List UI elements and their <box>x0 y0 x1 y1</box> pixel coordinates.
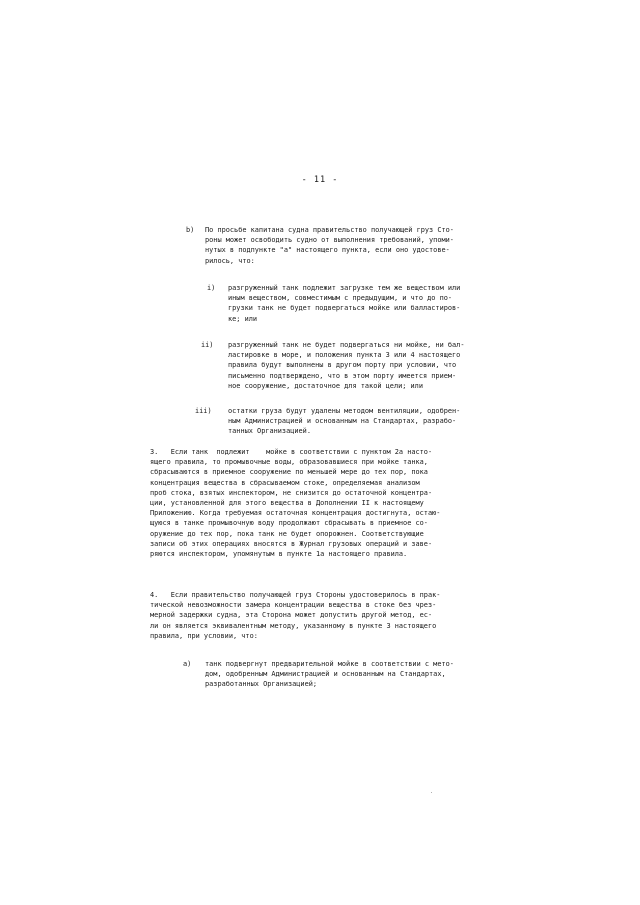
text-line: сбрасываются в приемное сооружение по меньшей мере до тех пор, пока <box>150 468 428 477</box>
text-line: танных Организацией. <box>228 427 311 436</box>
text-line: танк подвергнут предварительной мойке в соответствии с мето- <box>205 660 454 668</box>
sub-iii-text <box>228 406 460 437</box>
page-number: - 11 - <box>301 175 339 185</box>
text-line: ластировке в море, и положения пункта 3 или 4 настоящего <box>228 351 461 360</box>
text-line: 4. Если правительство получающей груз Стороны удостоверилось в прак- <box>150 591 441 599</box>
paragraph-4 <box>150 590 440 641</box>
text-line: мерной задержки судна, эта Сторона может допустить другой метод, ес- <box>150 611 433 620</box>
sub-i-text <box>228 283 460 324</box>
text-line: грузки танк не будет подвергаться мойке или балластиров- <box>228 304 461 313</box>
text-line: По просьбе капитана судна правительство получающей груз Сто- <box>205 226 454 234</box>
sub-ii-text <box>228 340 464 391</box>
text-line: проб стока, взятых инспектором, не снизится до остаточной концентра- <box>150 488 433 497</box>
text-line: тической невозможности замера концентрации вещества в стоке без чрез- <box>150 601 437 610</box>
text-line: оружение до тех пор, пока танк не будет опорожнен. Соответствующие <box>150 529 424 538</box>
text-line: Приложению. Когда требуемая остаточная концентрация достигнута, остаю- <box>150 509 441 518</box>
item-b-text <box>205 225 454 266</box>
text-line: правила будут выполнены в другом порту при условии, что <box>228 361 457 370</box>
text-line: записи об этих операциях вносятся в Журнал грузовых операций и заве- <box>150 539 433 548</box>
text-line: ли он является эквивалентным методу, указанному в пункте 3 настоящего <box>150 621 437 630</box>
text-line: правила, при условии, что: <box>150 631 258 640</box>
text-line: щуюся в танке промывочную воду продолжают сбрасывать в приемное со- <box>150 519 428 528</box>
sub-iii-label: iii) <box>195 407 212 415</box>
text-line: ции, установленной для этого вещества в Дополнении II к настоящему <box>150 499 424 508</box>
text-line: разгруженный танк подлежит загрузке тем же веществом или <box>228 284 461 292</box>
text-line: 3. Если танк подлежит мойке в соответствии с пунктом 2а насто- <box>150 448 433 456</box>
text-line: ке; или <box>228 314 258 323</box>
text-line: ящего правила, то промывочные воды, образовавшиеся при мойке танка, <box>150 458 428 467</box>
text-line: иным веществом, совместимым с предыдущим, и что до по- <box>228 294 453 303</box>
text-line: ным Администрацией и основанным на Стандартах, разрабо- <box>228 417 457 426</box>
sub-ii-label: ii) <box>201 341 214 349</box>
sub-a-text <box>205 659 454 690</box>
sub-a-label: a) <box>183 660 192 668</box>
text-line: роны может освободить судно от выполнения требований, упоми- <box>205 236 454 245</box>
text-line: дом, одобренным Администрацией и основанным на Стандартах, <box>205 670 446 679</box>
text-line: рилось, что: <box>205 256 255 265</box>
text-line: письменно подтверждено, что в этом порту имеется прием- <box>228 371 457 380</box>
item-b-label: b) <box>186 226 195 234</box>
text-line: разгруженный танк не будет подвергаться ни мойке, ни бал- <box>228 341 465 349</box>
text-line: разработанных Организацией; <box>205 680 318 689</box>
paragraph-3 <box>150 447 440 559</box>
text-line: концентрация вещества в сбрасываемом стоке, определяемая анализом <box>150 478 420 487</box>
sub-i-label: i) <box>207 284 216 292</box>
text-line: нутых в подпункте "а" настоящего пункта, если оно удостове- <box>205 246 450 255</box>
scan-speck <box>431 792 432 793</box>
text-line: остатки груза будут удалены методом вентиляции, одобрен- <box>228 407 461 415</box>
text-line: ное сооружение, достаточное для такой цели; или <box>228 381 423 390</box>
text-line: ряются инспектором, упомянутым в пункте 1а настоящего правила. <box>150 550 408 559</box>
